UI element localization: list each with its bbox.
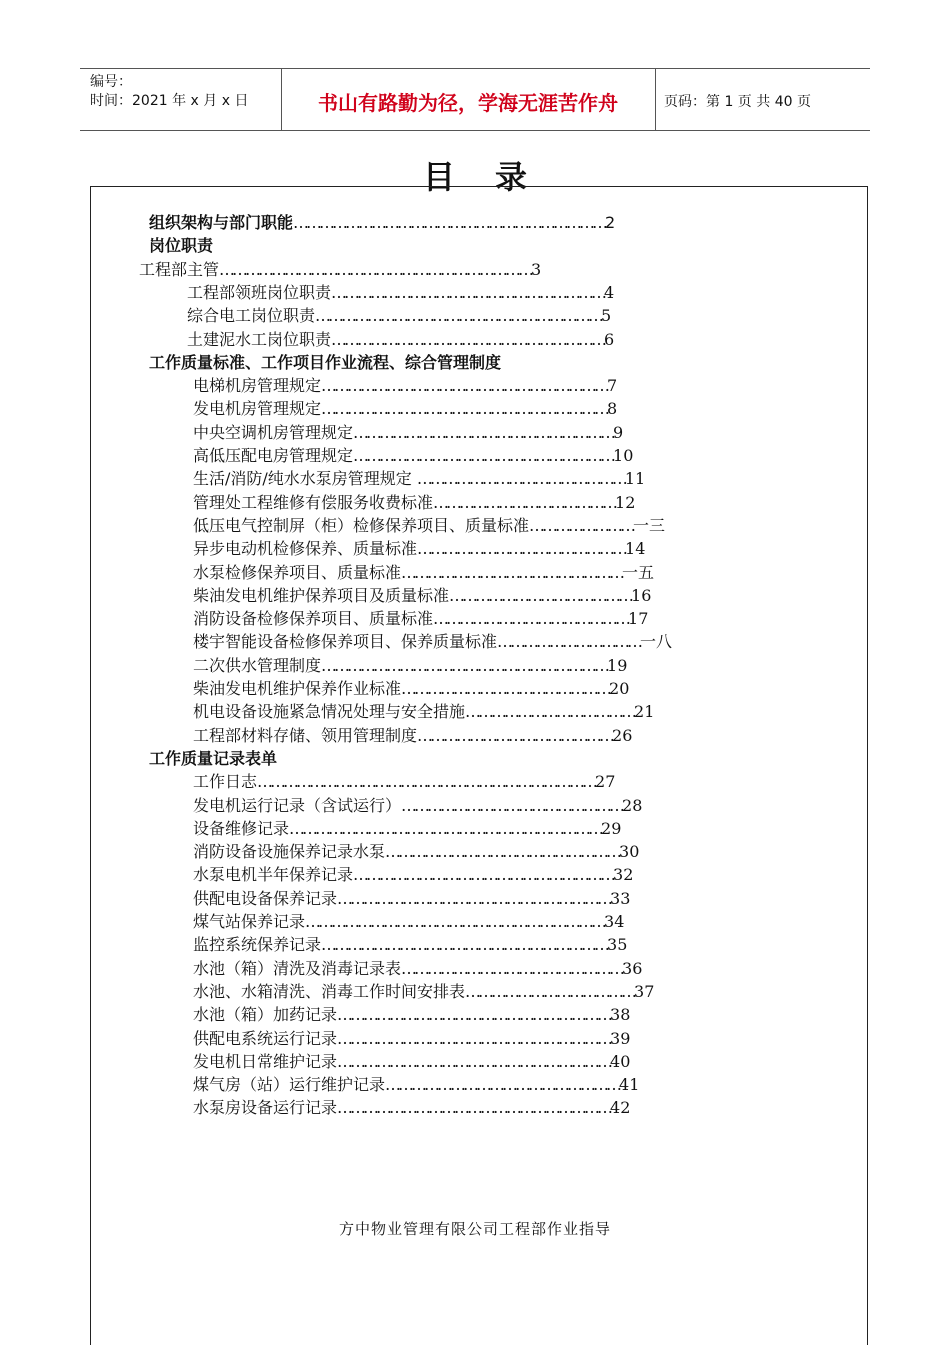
- toc-leader-dots: ……………………………: [497, 632, 641, 652]
- toc-entry-title: 发电机运行记录（含试运行）: [193, 795, 402, 815]
- toc-page-number: 一三: [633, 515, 666, 535]
- toc-entry-title: 工程部领班岗位职责: [187, 282, 332, 302]
- toc-entry-title: 生活/消防/纯水水泵房管理规定: [193, 469, 417, 489]
- toc-entry[interactable]: [187, 330, 614, 350]
- toc-leader-dots: ……………………………………………………………………: [257, 772, 596, 792]
- toc-page-number: 19: [607, 655, 628, 675]
- toc-leader-dots: ………………………………………………………………: [219, 259, 532, 279]
- toc-leader-dots: ………………………………………………………: [331, 329, 605, 349]
- toc-page-number: 8: [607, 399, 618, 419]
- toc-entry[interactable]: [193, 982, 654, 1002]
- toc-entry-title: 消防设备检修保养项目、质量标准: [193, 609, 434, 629]
- toc-leader-dots: ………………………………………………………………: [289, 818, 602, 838]
- page-title: 目录: [422, 158, 567, 196]
- toc-entry[interactable]: [187, 306, 611, 326]
- time-label: 时间：2021 年 x 月 x 日: [90, 93, 249, 109]
- toc-leader-dots: …………………………………………………………: [321, 399, 608, 419]
- toc-entry[interactable]: [193, 1029, 630, 1049]
- toc-page-number: 38: [610, 1005, 631, 1025]
- header-motto: 书山有路勤为径，学海无涯苦作舟: [318, 91, 618, 115]
- toc-entry-title: 供配电系统运行记录: [193, 1028, 338, 1048]
- toc-entry[interactable]: [193, 376, 617, 396]
- toc-leader-dots: ……………………………………………………: [353, 446, 614, 465]
- toc-entry-title: 组织架构与部门职能: [149, 213, 294, 232]
- toc-entry[interactable]: [193, 586, 651, 606]
- toc-page-number: 26: [612, 725, 633, 745]
- toc-entry[interactable]: [149, 213, 615, 233]
- toc-entry[interactable]: [149, 236, 213, 256]
- toc-entry-title: 工程部主管: [139, 259, 220, 279]
- toc-entry-title: 中央空调机房管理规定: [193, 422, 354, 442]
- toc-entry-title: 电梯机房管理规定: [193, 376, 322, 396]
- toc-entry[interactable]: [193, 912, 624, 932]
- toc-page-number: 16: [631, 585, 652, 605]
- toc-leader-dots: ……………………………………………………: [353, 865, 614, 885]
- toc-entry-title: 二次供水管理制度: [193, 655, 322, 675]
- toc-leader-dots: …………………………………………: [417, 539, 626, 559]
- toc-entry-title: 煤气站保养记录: [193, 912, 306, 931]
- toc-entry[interactable]: [193, 796, 642, 816]
- toc-leader-dots: ……………………………………………: [401, 958, 623, 978]
- toc-page-number: 41: [619, 1075, 640, 1095]
- footer-text: 方中物业管理有限公司工程部作业指导: [338, 1220, 611, 1238]
- toc-leader-dots: …………………………………………………………: [321, 376, 608, 396]
- toc-entry-title: 水池（箱）加药记录: [193, 1005, 338, 1025]
- toc-entry-title: 供配电设备保养记录: [193, 888, 338, 908]
- toc-entry[interactable]: [193, 889, 630, 909]
- toc-leader-dots: ………………………………………: [433, 609, 629, 629]
- toc-entry-title: 管理处工程维修有偿服务收费标准: [193, 492, 434, 512]
- toc-leader-dots: ………………………………………: [417, 725, 613, 745]
- toc-page-number: 14: [625, 539, 646, 559]
- toc-leader-dots: ………………………………………………………: [337, 1098, 611, 1118]
- toc-leader-dots: ……………………………………………………………: [305, 912, 605, 931]
- toc-page-number: 11: [624, 469, 646, 489]
- toc-entry-title: 发电机日常维护记录: [193, 1051, 338, 1071]
- toc-leader-dots: …………………………………………: [401, 679, 610, 698]
- toc-leader-dots: ……………………………………………………: [353, 422, 614, 442]
- toc-page-number: 21: [634, 702, 655, 722]
- toc-entry[interactable]: [193, 609, 648, 629]
- toc-leader-dots: ……………………………………: [433, 492, 616, 512]
- toc-page-number: 3: [531, 259, 542, 279]
- toc-entry[interactable]: [139, 260, 541, 280]
- toc-entry[interactable]: [193, 493, 635, 513]
- toc-entry[interactable]: [193, 959, 642, 979]
- toc-entry[interactable]: [193, 679, 629, 699]
- document-header: [80, 68, 870, 131]
- toc-entry[interactable]: [193, 726, 632, 746]
- header-divider: [655, 69, 656, 130]
- toc-leader-dots: ………………………………………………………: [337, 1028, 611, 1048]
- toc-entry[interactable]: [193, 656, 627, 676]
- toc-page-number: 37: [634, 981, 655, 1001]
- toc-page-number: 12: [615, 492, 636, 512]
- toc-page-number: 5: [601, 306, 612, 326]
- toc-leader-dots: …………………………………: [465, 702, 635, 722]
- toc-page-number: 9: [613, 422, 624, 442]
- toc-page-number: 2: [605, 213, 616, 232]
- toc-entry-title: 工作日志: [193, 772, 258, 792]
- toc-leader-dots: ……………………………………………: [401, 795, 623, 815]
- toc-entry-title: 水池（箱）清洗及消毒记录表: [193, 958, 402, 978]
- toc-entry[interactable]: [193, 819, 621, 839]
- toc-leader-dots: ………………………………………………………: [331, 282, 605, 302]
- toc-entry-title: 监控系统保养记录: [193, 935, 322, 955]
- toc-entry-title: 异步电动机检修保养、质量标准: [193, 539, 418, 559]
- toc-entry[interactable]: [193, 702, 654, 722]
- toc-page-number: 42: [610, 1098, 631, 1118]
- toc-entry[interactable]: [193, 1075, 639, 1095]
- toc-leader-dots: ………………………………………………: [385, 842, 620, 862]
- toc-entry[interactable]: [193, 469, 645, 489]
- toc-page-number: 39: [610, 1028, 631, 1048]
- toc-entry[interactable]: [193, 539, 645, 559]
- toc-page-number: 30: [619, 842, 640, 862]
- toc-entry-title: 发电机房管理规定: [193, 399, 322, 419]
- toc-entry[interactable]: [193, 1005, 630, 1025]
- toc-entry[interactable]: [193, 516, 665, 536]
- toc-entry[interactable]: [193, 1098, 630, 1118]
- toc-entry-title: 楼宇智能设备检修保养项目、保养质量标准: [193, 632, 498, 652]
- toc-page-number: 27: [595, 772, 616, 792]
- toc-entry-title: 煤气房（站）运行维护记录: [193, 1075, 386, 1095]
- toc-entry-title: 水泵电机半年保养记录: [193, 865, 354, 885]
- toc-entry[interactable]: [193, 423, 623, 443]
- toc-leader-dots: …………………………………………………………: [315, 306, 602, 326]
- toc-page-number: 28: [622, 795, 643, 815]
- toc-entry-title: 水池、水箱清洗、消毒工作时间安排表: [193, 981, 466, 1001]
- toc-leader-dots: ………………………………………………………: [337, 1051, 611, 1071]
- toc-leader-dots: ………………………………………………………: [337, 888, 611, 908]
- toc-entry[interactable]: [193, 446, 633, 466]
- toc-page-number: 33: [610, 888, 631, 908]
- toc-entry[interactable]: [149, 353, 501, 373]
- toc-page-number: 10: [613, 446, 634, 465]
- toc-entry-title: 岗位职责: [149, 236, 214, 256]
- toc-entry[interactable]: [193, 935, 627, 955]
- toc-leader-dots: …………………………………………: [416, 469, 625, 489]
- toc-leader-dots: ……………………: [529, 515, 634, 535]
- toc-entry-title: 工作质量标准、工作项目作业流程、综合管理制度: [149, 352, 502, 372]
- toc-entry-title: 柴油发电机维护保养项目及质量标准: [193, 585, 450, 605]
- toc-entry-title: 水泵检修保养项目、质量标准: [193, 562, 402, 582]
- toc-entry[interactable]: [193, 865, 633, 885]
- toc-entry[interactable]: [193, 772, 615, 792]
- toc-entry-title: 土建泥水工岗位职责: [187, 329, 332, 349]
- toc-entry[interactable]: [193, 399, 617, 419]
- toc-page-number: 17: [628, 609, 649, 629]
- toc-leader-dots: ………………………………………………………: [337, 1005, 611, 1025]
- number-label: 编号：: [90, 74, 132, 90]
- toc-entry-title: 机电设备设施紧急情况处理与安全措施: [193, 702, 466, 722]
- toc-entry[interactable]: [193, 632, 672, 652]
- toc-leader-dots: ………………………………………………: [385, 1075, 620, 1095]
- toc-entry-title: 消防设备设施保养记录水泵: [193, 842, 386, 862]
- toc-page-number: 6: [604, 329, 615, 349]
- toc-page-number: 29: [601, 818, 622, 838]
- toc-leader-dots: ………………………………………………………………: [293, 213, 606, 232]
- toc-page-number: 35: [607, 935, 628, 955]
- toc-entry-title: 高低压配电房管理规定: [193, 446, 354, 465]
- toc-entry-title: 水泵房设备运行记录: [193, 1098, 338, 1118]
- page-info: 页码：第 1 页 共 40 页: [664, 94, 811, 110]
- toc-page-number: 40: [610, 1051, 631, 1071]
- toc-entry-title: 设备维修记录: [193, 818, 290, 838]
- toc-page-number: 34: [604, 912, 625, 931]
- toc-entry[interactable]: [149, 749, 277, 769]
- toc-page-number: 一五: [622, 562, 655, 582]
- toc-entry-title: 低压电气控制屏（柜）检修保养项目、质量标准: [193, 515, 530, 535]
- toc-entry-title: 工作质量记录表单: [149, 748, 278, 768]
- toc-leader-dots: …………………………………………………………: [321, 655, 608, 675]
- toc-page-number: 36: [622, 958, 643, 978]
- toc-page-number: 20: [609, 679, 630, 698]
- toc-page-number: 一八: [640, 632, 673, 652]
- toc-leader-dots: …………………………………………………………: [321, 935, 608, 955]
- toc-entry-title: 工程部材料存储、领用管理制度: [193, 725, 418, 745]
- toc-leader-dots: …………………………………: [465, 981, 635, 1001]
- toc-leader-dots: ……………………………………………: [401, 562, 623, 582]
- toc-entry[interactable]: [187, 283, 614, 303]
- toc-page-number: 4: [604, 282, 615, 302]
- toc-entry[interactable]: [193, 842, 639, 862]
- toc-frame: [90, 186, 868, 1345]
- toc-leader-dots: ……………………………………: [449, 585, 632, 605]
- toc-entry-title: 综合电工岗位职责: [187, 306, 316, 326]
- toc-entry[interactable]: [193, 563, 654, 583]
- toc-page-number: 32: [613, 865, 634, 885]
- toc-entry-title: 柴油发电机维护保养作业标准: [193, 679, 402, 698]
- header-left: [90, 73, 248, 111]
- toc-page-number: 7: [607, 376, 618, 396]
- toc-entry[interactable]: [193, 1052, 630, 1072]
